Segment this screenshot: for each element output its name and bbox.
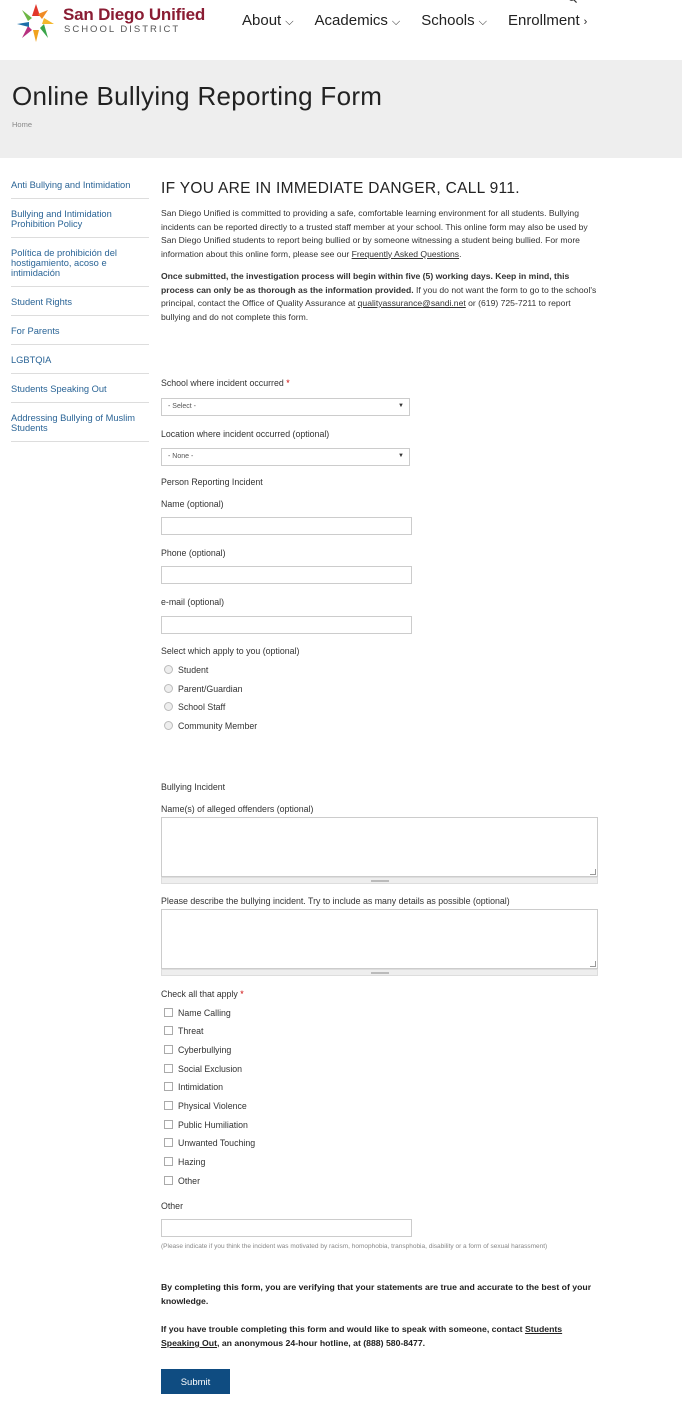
- phone-label: Phone (optional): [161, 548, 226, 558]
- check-physical-violence[interactable]: Physical Violence: [164, 1101, 247, 1111]
- sidebar-item-anti-bullying[interactable]: Anti Bullying and Intimidation: [11, 178, 149, 199]
- breadcrumb-home[interactable]: Home: [12, 120, 33, 129]
- email-input[interactable]: [161, 616, 412, 634]
- nav-schools[interactable]: Schools ⌵: [421, 12, 487, 29]
- resize-handle-icon[interactable]: [590, 961, 596, 967]
- submit-button[interactable]: Submit: [161, 1369, 230, 1394]
- sidebar-item-politica[interactable]: Política de prohibición del hostigamiento, acoso e intimidación: [11, 246, 149, 287]
- radio-button[interactable]: [164, 684, 173, 693]
- sidebar-item-students-speaking-out[interactable]: Students Speaking Out: [11, 382, 149, 403]
- check-hazing[interactable]: Hazing: [164, 1157, 205, 1167]
- check-all-label: Check all that apply *: [161, 989, 244, 999]
- chevron-down-icon: ⌵: [285, 16, 294, 28]
- check-cyberbullying[interactable]: Cyberbullying: [164, 1045, 231, 1055]
- checkbox[interactable]: [164, 1026, 173, 1035]
- radio-button[interactable]: [164, 665, 173, 674]
- role-student[interactable]: Student: [164, 665, 208, 675]
- phone-input[interactable]: [161, 566, 412, 584]
- page-banner: [0, 60, 682, 158]
- chevron-down-icon: ⌵: [391, 16, 401, 28]
- trouble-statement: If you have trouble completing this form and would like to speak with someone, contact Students Speaking Out, an anonymous 24-hour hotline, at (888) 580-8477.: [161, 1324, 563, 1348]
- students-speaking-out-link[interactable]: Students Speaking Out: [161, 1324, 563, 1348]
- offenders-label: Name(s) of alleged offenders (optional): [161, 804, 314, 814]
- check-unwanted-touching[interactable]: Unwanted Touching: [164, 1138, 255, 1148]
- nav-academics[interactable]: Academics ⌵: [314, 12, 401, 29]
- school-select[interactable]: - Select - ▼: [161, 398, 410, 416]
- radio-button[interactable]: [164, 702, 173, 711]
- checkbox[interactable]: [164, 1082, 173, 1091]
- describe-grippie[interactable]: [161, 969, 598, 976]
- checkbox[interactable]: [164, 1045, 173, 1054]
- describe-textarea[interactable]: [161, 909, 598, 969]
- email-label: e-mail (optional): [161, 597, 225, 607]
- brand-name[interactable]: San Diego Unified: [63, 5, 206, 24]
- check-public-humiliation[interactable]: Public Humiliation: [164, 1120, 248, 1130]
- check-threat[interactable]: Threat: [164, 1026, 203, 1036]
- checkbox[interactable]: [164, 1064, 173, 1073]
- location-select[interactable]: - None - ▼: [161, 448, 410, 466]
- school-label: School where incident occurred *: [161, 378, 290, 388]
- danger-heading: IF YOU ARE IN IMMEDIATE DANGER, CALL 911.: [161, 180, 520, 197]
- check-social-exclusion[interactable]: Social Exclusion: [164, 1064, 242, 1074]
- chevron-down-icon: ⌵: [478, 16, 487, 28]
- sidebar: [11, 178, 149, 442]
- sidebar-item-for-parents[interactable]: For Parents: [11, 324, 149, 345]
- name-input[interactable]: [161, 517, 412, 535]
- other-label: Other: [161, 1201, 184, 1211]
- sidebar-item-prohibition-policy[interactable]: Bullying and Intimidation Prohibition Policy: [11, 207, 149, 238]
- sidebar-item-lgbtqia[interactable]: LGBTQIA: [11, 353, 149, 374]
- sidebar-item-muslim-students[interactable]: Addressing Bullying of Muslim Students: [11, 411, 149, 442]
- bullying-incident-heading: Bullying Incident: [161, 782, 226, 792]
- check-other[interactable]: Other: [164, 1176, 200, 1186]
- caret-down-icon: ▼: [398, 453, 404, 459]
- nav-enrollment[interactable]: Enrollment ›: [507, 12, 588, 29]
- checkbox[interactable]: [164, 1120, 173, 1129]
- site-header: [0, 0, 682, 60]
- checkbox[interactable]: [164, 1101, 173, 1110]
- describe-label: Please describe the bullying incident. Try to include as many details as possible (optional): [161, 896, 510, 906]
- search-icon[interactable]: [568, 0, 577, 3]
- checkbox[interactable]: [164, 1157, 173, 1166]
- page-title: Online Bullying Reporting Form: [12, 81, 383, 111]
- role-staff[interactable]: School Staff: [164, 702, 225, 712]
- district-logo-icon[interactable]: [14, 2, 58, 44]
- radio-button[interactable]: [164, 721, 173, 730]
- offenders-grippie[interactable]: [161, 877, 598, 884]
- quality-assurance-email-link[interactable]: qualityassurance@sandi.net: [357, 298, 466, 308]
- role-parent[interactable]: Parent/Guardian: [164, 684, 243, 694]
- sidebar-item-student-rights[interactable]: Student Rights: [11, 295, 149, 316]
- checkbox[interactable]: [164, 1138, 173, 1147]
- checkbox[interactable]: [164, 1176, 173, 1185]
- intro-paragraph: San Diego Unified is committed to providing a safe, comfortable learning environment for all students. Bullying incidents can be reported directly to a trusted staff member at your school. This online form may also be used by San Diego Unified students to report being bullied or by someone witnessing a student being bullied. For more information about this online form, please see our Frequently Asked Questions.: [161, 208, 588, 259]
- check-intimidation[interactable]: Intimidation: [164, 1082, 223, 1092]
- apply-label: Select which apply to you (optional): [161, 646, 300, 656]
- brand-subtitle: SCHOOL DISTRICT: [64, 24, 181, 35]
- offenders-textarea[interactable]: [161, 817, 598, 877]
- location-label: Location where incident occurred (optional): [161, 429, 330, 439]
- name-label: Name (optional): [161, 499, 224, 509]
- process-paragraph: Once submitted, the investigation process will begin within five (5) working days. Keep in mind, this process can only be as thorough as the information provided. If you do not want the form to go to the school's principal, contact the Office of Quality Assurance at qualityassurance@sandi.net or (619) 725-7211 to report bullying and do not complete this form.: [161, 271, 597, 322]
- role-community[interactable]: Community Member: [164, 721, 257, 731]
- resize-handle-icon[interactable]: [590, 869, 596, 875]
- verify-statement: By completing this form, you are verifying that your statements are true and accurate to the best of your knowledge.: [161, 1282, 592, 1306]
- main-content: [161, 180, 601, 333]
- chevron-right-icon: ›: [583, 16, 588, 28]
- caret-down-icon: ▼: [398, 403, 404, 409]
- faq-link[interactable]: Frequently Asked Questions: [351, 248, 460, 259]
- other-input[interactable]: [161, 1219, 412, 1237]
- checkbox[interactable]: [164, 1008, 173, 1017]
- nav-about[interactable]: About ⌵: [242, 12, 294, 29]
- other-help-text: (Please indicate if you think the incident was motivated by racism, homophobia, transphobia, disability or a form of sexual harassment): [161, 1243, 548, 1250]
- person-reporting-heading: Person Reporting Incident: [161, 477, 263, 487]
- check-name-calling[interactable]: Name Calling: [164, 1008, 231, 1018]
- main-nav: [242, 12, 608, 29]
